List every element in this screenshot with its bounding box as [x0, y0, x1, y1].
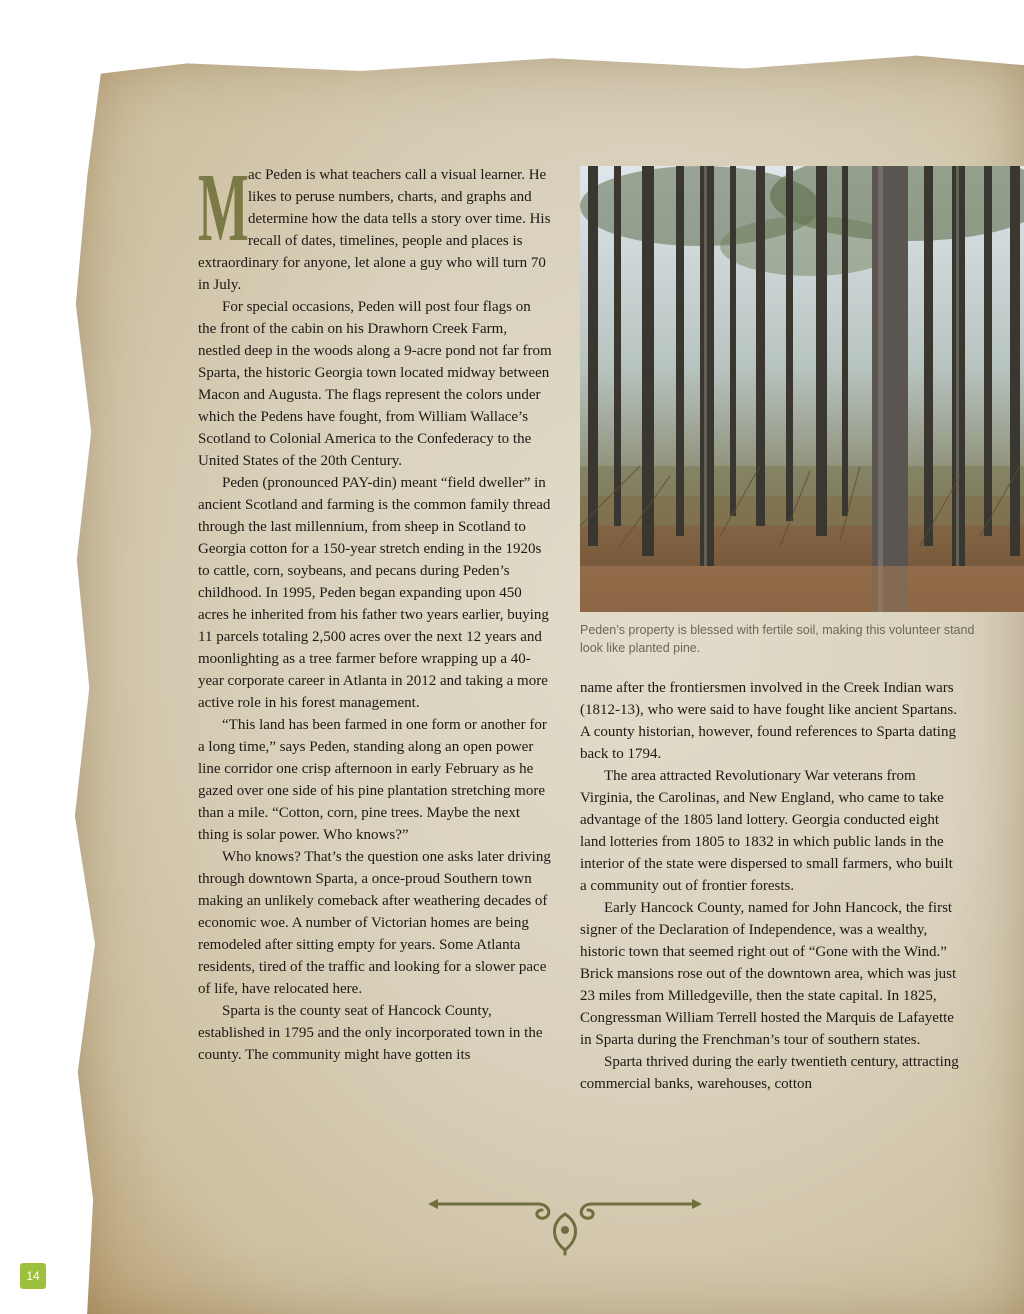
- article-paragraph-4: “This land has been farmed in one form or another for a long time,” says Peden, standing along an open power line corridor one crisp afternoon in early February as he gazed over one side of his pine plantation stretching more than a mile. “Cotton, corn, pine trees. Maybe the next thing is solar power. Who knows?”: [198, 717, 547, 843]
- flourish-ornament-icon: [420, 1190, 710, 1256]
- article-paragraph-10: Sparta thrived during the early twentieth century, attracting commercial banks, warehouses, cotton: [580, 1054, 959, 1092]
- article-paragraph-5: Who knows? That’s the question one asks later driving through downtown Sparta, a once-proud Southern town making an unlikely comeback after weathering decades of economic woe. A number of Victorian homes are being remodeled after sitting empty for years. Some Atlanta residents, tired of the traffic and looking for a slower pace of life, have relocated here.: [198, 849, 551, 997]
- article-left-column: [198, 154, 552, 1066]
- pine-forest-photo: [580, 166, 1024, 612]
- paragraph-text: ac Peden is what teachers call a visual learner. He likes to peruse numbers, charts, and graphs and determine how the data tells a story over time. His recall of dates, timelines, people and places is extraordinary for anyone, let alone a guy who will turn 70 in July.: [198, 167, 551, 293]
- article-paragraph-9: Early Hancock County, named for John Hancock, the first signer of the Declaration of Independence, was a wealthy, historic town that seemed right out of “Gone with the Wind.” Brick mansions rose out of the downtown area, which was just 23 miles from Milledgeville, then the state capital. In 1825, Congressman William Terrell hosted the Marquis de Lafayette in Sparta during the Frenchman’s tour of southern states.: [580, 900, 957, 1048]
- article-paragraph-7: name after the frontiersmen involved in the Creek Indian wars (1812-13), who were said to have fought like ancient Spartans. A county historian, however, found references to Sparta dating back to 1794.: [580, 680, 957, 762]
- article-paragraph-8: The area attracted Revolutionary War veterans from Virginia, the Carolinas, and New England, who came to take advantage of the 1805 land lottery. Georgia conducted eight land lotteries from 1805 to 1832 in which public lands in the interior of the state were dispersed to small farmers, who built a community out of frontier forests.: [580, 768, 953, 894]
- pine-forest-illustration: [580, 166, 1024, 612]
- article-paragraph-6: Sparta is the county seat of Hancock County, established in 1795 and the only incorporated town in the county. The community might have gotten its: [198, 1003, 543, 1063]
- article-paragraph-1: [198, 154, 552, 296]
- photo-caption: Peden’s property is blessed with fertile soil, making this volunteer stand look like planted pine.: [580, 623, 975, 655]
- article-right-column: [580, 677, 960, 1095]
- drop-cap: M: [198, 154, 249, 262]
- article-paragraph-2: For special occasions, Peden will post four flags on the front of the cabin on his Drawhorn Creek Farm, nestled deep in the woods along a 9-acre pond not far from Sparta, the historic Georgia town located midway between Macon and Augusta. The flags represent the colors under which the Pedens have fought, from William Wallace’s Scotland to Colonial America to the Confederacy to the United States of the 20th Century.: [198, 299, 552, 469]
- page-number-badge: 14: [20, 1263, 46, 1289]
- article-paragraph-3: Peden (pronounced PAY-din) meant “field dweller” in ancient Scotland and farming is the common family thread through the last millennium, from sheep in Scotland to Georgia cotton for a 150-year stretch ending in the 1920s to cattle, corn, soybeans, and pecans during Peden’s childhood. In 1995, Peden began expanding upon 450 acres he inherited from his father two years earlier, buying 11 parcels totaling 2,500 acres over the next 12 years and moonlighting as a tree farmer before wrapping up a 40-year corporate career in Atlanta in 2012 and taking a more active role in his forest management.: [198, 475, 551, 711]
